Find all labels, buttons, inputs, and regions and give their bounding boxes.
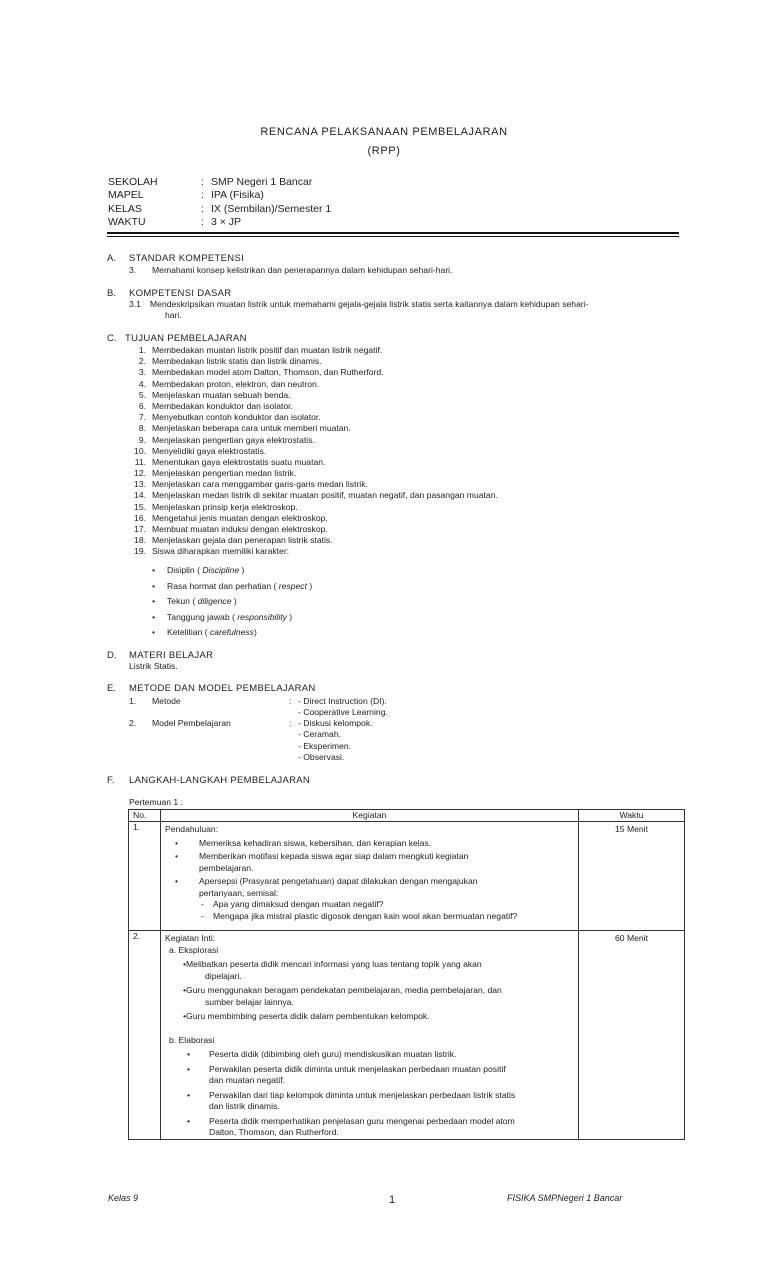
bullet-icon: • bbox=[175, 837, 179, 848]
bullet-icon: • bbox=[152, 627, 156, 638]
identity-key: SEKOLAH bbox=[108, 176, 158, 188]
table-header-row bbox=[129, 810, 685, 822]
bullet-icon: • bbox=[187, 1089, 191, 1100]
section-a-number: 3. bbox=[129, 265, 137, 275]
header-no: No. bbox=[129, 810, 161, 822]
method-label: Metode bbox=[152, 696, 181, 706]
row-no: 2. bbox=[129, 931, 161, 1140]
section-f-title: LANGKAH-LANGKAH PEMBELAJARAN bbox=[129, 775, 311, 786]
section-b-number: 3.1 bbox=[129, 299, 141, 309]
activity-table bbox=[128, 809, 685, 1140]
table-row bbox=[129, 931, 685, 1140]
page-number: 1 bbox=[389, 1194, 396, 1206]
section-c-title: TUJUAN PEMBELAJARAN bbox=[125, 333, 247, 344]
section-c-letter: C. bbox=[107, 333, 117, 344]
row-no: 1. bbox=[129, 822, 161, 931]
identity-key: MAPEL bbox=[108, 189, 144, 201]
section-d-letter: D. bbox=[107, 650, 117, 661]
dash-icon: - bbox=[201, 899, 204, 909]
section-b-letter: B. bbox=[107, 288, 116, 299]
divider-thick bbox=[107, 232, 679, 234]
section-a-letter: A. bbox=[107, 253, 116, 264]
meeting-label: Pertemuan 1 : bbox=[129, 797, 183, 807]
header-waktu: Waktu bbox=[579, 810, 685, 822]
section-a-title: STANDAR KOMPETENSI bbox=[129, 253, 245, 264]
sub-heading: b. Elaborasi bbox=[169, 1034, 215, 1045]
section-a-text: Memahami konsep kelistrikan dan penerapannya dalam kehidupan sehari-hari. bbox=[152, 265, 453, 275]
section-b-title: KOMPETENSI DASAR bbox=[129, 288, 232, 299]
identity-value: SMP Negeri 1 Bancar bbox=[211, 176, 313, 188]
document-title: RENCANA PELAKSANAAN PEMBELAJARAN bbox=[260, 126, 508, 138]
model-item: - Diskusi kelompok. bbox=[298, 718, 373, 728]
section-f-letter: F. bbox=[107, 775, 115, 786]
row-heading: Kegiatan Inti: bbox=[165, 933, 216, 943]
row-heading: Pendahuluan: bbox=[165, 824, 219, 834]
bullet-icon: • bbox=[175, 876, 179, 886]
document-subtitle: (RPP) bbox=[367, 145, 401, 157]
table-row bbox=[129, 822, 685, 931]
divider-thin bbox=[107, 236, 679, 237]
method-item: - Direct Instruction (DI). bbox=[298, 696, 387, 706]
bullet-icon: • bbox=[175, 851, 179, 861]
bullet-icon: • bbox=[187, 1115, 191, 1126]
bullet-icon: • bbox=[152, 611, 156, 622]
section-d-text: Listrik Statis. bbox=[129, 661, 178, 671]
row-activity: Kegiatan Inti: a. Eksplorasi •Melibatkan peserta didik mencari informasi yang luas tentang topik yang akan dipelajari. •Guru menggunakan beragam pendekatan pembelajaran, media pembelajaran, dan sumber belajar lainnya. •Guru membimbing peserta didik dalam pembentukan kelompok. b. Elaborasi • Peserta didik (dibimbing oleh guru) mendiskusikan muatan listrik. • Perwakilan peserta didik diminta untuk menjelaskan perbedaan muatan positif dan muatan negatif. • Perwakilan dari tiap kelompok diminta untuk menjelaskan perbedaan listrik statis dan listrik dinamis. • Peserta didik memperhatikan penjelasan guru mengenai perbedaan model atom Dalton, Thomson, dan Rutherford. bbox=[161, 931, 579, 1140]
section-e-letter: E. bbox=[107, 683, 116, 694]
identity-value: 3 × JP bbox=[211, 216, 242, 228]
bullet-icon: • bbox=[152, 596, 156, 607]
bullet-icon: • bbox=[152, 580, 156, 591]
bullet-icon: • bbox=[187, 1063, 191, 1074]
dash-icon: - bbox=[201, 910, 204, 921]
method-item: - Cooperative Learning. bbox=[298, 707, 388, 717]
footer-subject: FISIKA SMPNegeri 1 Bancar bbox=[507, 1193, 623, 1203]
section-d-title: MATERI BELAJAR bbox=[129, 650, 214, 661]
section-b-text: Mendeskripsikan muatan listrik untuk memahami gejala-gejala listrik statis serta kaitannya dalam kehidupan sehari- bbox=[150, 299, 589, 309]
header-kegiatan: Kegiatan bbox=[161, 810, 579, 822]
bullet-icon: • bbox=[187, 1049, 191, 1059]
model-item: - Observasi. bbox=[298, 752, 345, 762]
model-item: - Ceramah. bbox=[298, 729, 341, 739]
model-item: - Eksperimen. bbox=[298, 741, 352, 751]
method-number: 1. bbox=[129, 696, 137, 706]
row-time: 60 Menit bbox=[579, 931, 685, 1140]
row-time: 15 Menit bbox=[579, 822, 685, 931]
document-page: RENCANA PELAKSANAAN PEMBELAJARAN (RPP) SEKOLAH : SMP Negeri 1 Bancar MAPEL : IPA (Fisika) KELAS : IX (Sembilan)/Semester 1 WAKTU : 3 × JP A. STANDAR KOMPETENSI 3. Memahami konsep kelistrikan dan penerapannya dalam kehidupan sehari-hari. B. KOMPETENSI DASAR 3.1 Mendeskripsikan muatan listrik untuk memahami gejala-gejala listrik statis serta kaitannya dalam kehidupan sehari- hari. C. TUJUAN PEMBELAJARAN 1. Membedakan muatan listrik positif dan muatan listrik negatif. 2. Membedakan listrik statis dan listrik dinamis. 3. Membedakan model atom Dalton, Thomson, dan Rutherford. 4. Membedakan proton, elektron, dan neutron. 5. Menjelaskan muatan sebuah benda. 6. Membedakan konduktor dan isolator. 7. Menyebutkan contoh konduktor dan isolator. 8. Menjelaskan beberapa cara untuk memberi muatan. 9. Menjelaskan pengertian gaya elektrostatis. 10. Menyelidiki gaya elektrostatis. 11. Menentukan gaya elektrostatis suatu muatan. 12. Menjelaskan pengertian medan listrik. 13. Menjelaskan cara menggambar garis-garis medan listrik. 14. Menjelaskan medan listrik di sekitar muatan positif, muatan negatif, dan pasangan muatan. 15. Menjelaskan prinsip kerja elektroskop. 16. Mengetahui jenis muatan dengan elektroskop. 17. Membuat muatan induksi dengan elektroskop. 18. Menjelaskan gejala dan penerapan listrik statis. 19. Siswa diharapkan memiliki karakter: • Disiplin ( Discipline ) • Rasa hormat dan perhatian ( respect ) • Tekun ( diligence ) • Tanggung jawab ( responsibility ) • Ketelitian ( carefulness) D. MATERI BELAJAR Listrik Statis. E. METODE DAN MODEL PEMBELAJARAN 1. Metode : - Direct Instruction (DI). - Cooperative Learning. 2. Model Pembelajaran : - Diskusi kelompok. - Ceramah. - Eksperimen. - Observasi. F. LANGKAH-LANGKAH PEMBELAJARAN Pertemuan 1 : No. Kegiatan Waktu 1. Pendahuluan: • Memeriksa kehadiran siswa, kebersihan, dan kerapian kelas. • Memberikan motifasi kepada siswa agar siap dalam mengkuti kegiatan pembelajaran. • Apersepsi (Prasyarat pengetahuan) dapat dilakukan dengan mengajukan pertanyaan, semisal: - Apa yang dimaksud dengan muatan negatif? - Mengapa jika mistral plastic digosok dengan kain wool akan bermuatan negatif? 15 Menit 2. Kegiatan Inti: a. Eksplorasi •Melibatkan peserta didik mencari informasi yang luas tentang topik yang akan dipelajari. •Guru menggunakan beragam pendekatan pembelajaran, media pembelajaran, dan sumber belajar lainnya. •Guru membimbing peserta didik dalam pembentukan kelompok. b. Elaborasi • Peserta didik (dibimbing oleh guru) mendiskusikan muatan listrik. • Perwakilan peserta didik diminta untuk menjelaskan perbedaan muatan positif dan muatan negatif. • Perwakilan dari tiap kelompok diminta untuk menjelaskan perbedaan listrik statis dan listrik dinamis. • Peserta didik memperhatikan penjelasan guru mengenai perbedaan model atom Dalton, Thomson, dan Rutherford. 60 Menit Kelas 9 1 FISIKA SMPNegeri 1 Bancar bbox=[0, 0, 768, 1265]
model-number: 2. bbox=[129, 718, 137, 728]
identity-value: IPA (Fisika) bbox=[211, 189, 264, 201]
model-label: Model Pembelajaran bbox=[152, 718, 231, 728]
sub-heading: a. Eksplorasi bbox=[169, 944, 219, 955]
bullet-icon: • bbox=[152, 565, 156, 575]
footer-class: Kelas 9 bbox=[108, 1193, 139, 1203]
identity-key: KELAS bbox=[108, 203, 142, 215]
section-b-text-cont: hari. bbox=[165, 310, 182, 320]
row-activity: Pendahuluan: • Memeriksa kehadiran siswa, kebersihan, dan kerapian kelas. • Memberikan motifasi kepada siswa agar siap dalam mengkuti kegiatan pembelajaran. • Apersepsi (Prasyarat pengetahuan) dapat dilakukan dengan mengajukan pertanyaan, semisal: - Apa yang dimaksud dengan muatan negatif? - Mengapa jika mistral plastic digosok dengan kain wool akan bermuatan negatif? bbox=[161, 822, 579, 931]
identity-value: IX (Sembilan)/Semester 1 bbox=[211, 203, 332, 215]
section-e-title: METODE DAN MODEL PEMBELAJARAN bbox=[129, 683, 316, 694]
identity-key: WAKTU bbox=[108, 216, 146, 228]
